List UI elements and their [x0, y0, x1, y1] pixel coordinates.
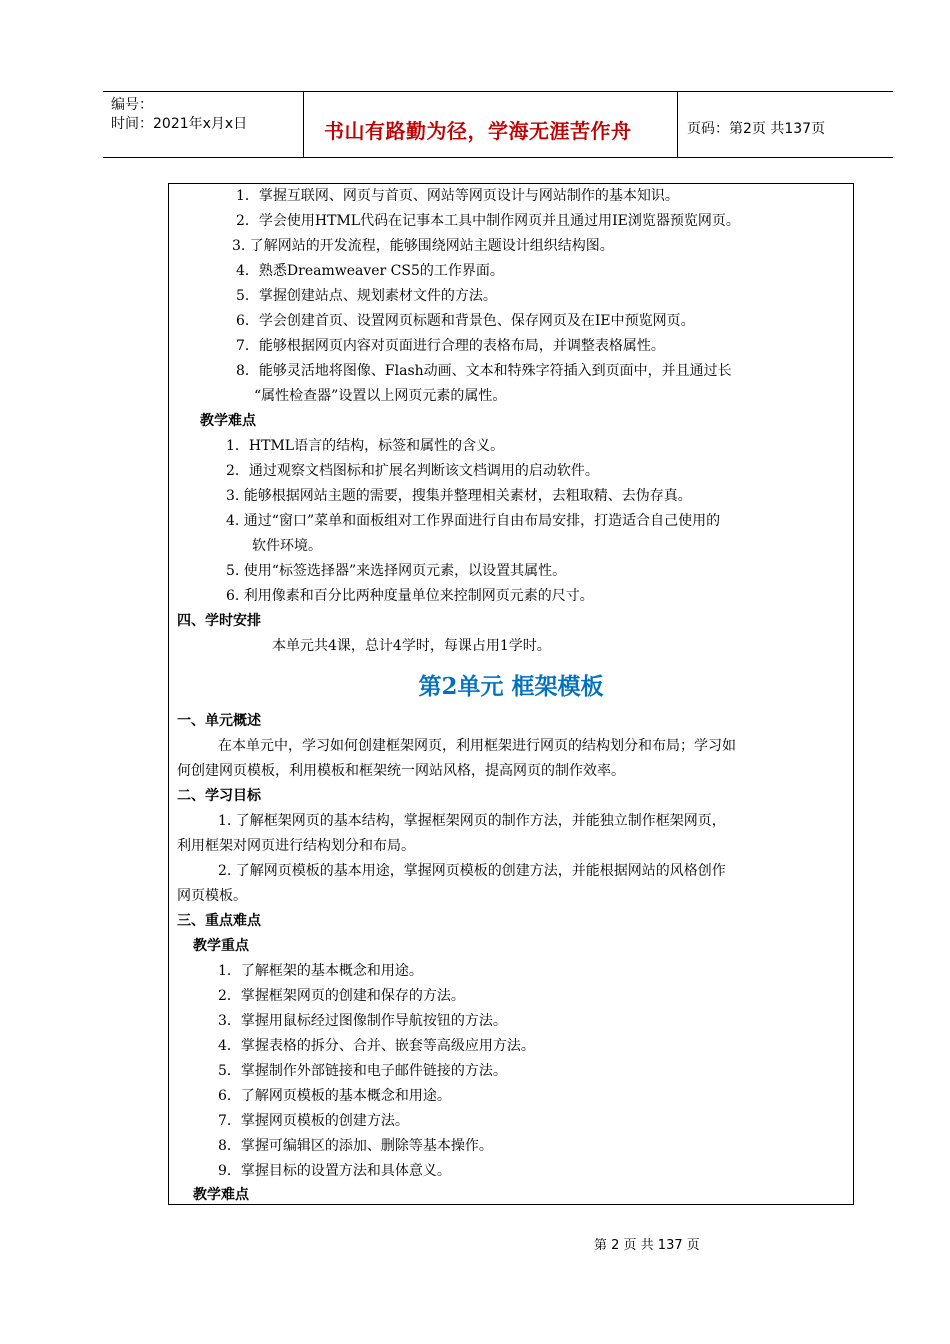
u2-key-line: 9．掌握目标的设置方法和具体意义。 [218, 1163, 451, 1179]
objective-line: 3. 了解网站的开发流程，能够围绕网站主题设计组织结构图。 [232, 238, 614, 254]
u2-overview-line: 何创建网页模板，利用模板和框架统一网站风格，提高网页的制作效率。 [177, 763, 625, 779]
header-top-rule [103, 91, 893, 92]
objective-line: 6．学会创建首页、设置网页标题和背景色、保存网页及在IE中预览网页。 [236, 313, 695, 329]
difficulty-line: 2．通过观察文档图标和扩展名判断该文档调用的启动软件。 [226, 463, 599, 479]
u2-key-line: 8．掌握可编辑区的添加、删除等基本操作。 [218, 1138, 493, 1154]
header-divider-1 [303, 91, 304, 158]
serial-label: 编号： [111, 97, 153, 113]
u2-difficulty-subtitle: 教学难点 [193, 1187, 249, 1203]
section4-text: 本单元共4课，总计4学时，每课占用1学时。 [272, 638, 551, 654]
unit2-title: 第2单元 框架模板 [418, 673, 604, 700]
u2-overview-line: 在本单元中，学习如何创建框架网页，利用框架进行网页的结构划分和布局；学习如 [218, 738, 736, 754]
objective-line: 4．熟悉Dreamweaver CS5的工作界面。 [236, 263, 504, 279]
u2-key-line: 6．了解网页模板的基本概念和用途。 [218, 1088, 451, 1104]
difficulty-line: 3. 能够根据网站主题的需要，搜集并整理相关素材，去粗取精、去伪存真。 [226, 488, 692, 504]
header-bottom-rule [103, 157, 893, 158]
difficulty-line: 1．HTML语言的结构，标签和属性的含义。 [226, 438, 505, 454]
u2-keypoints-title: 三、重点难点 [177, 913, 261, 929]
u2-key-line: 5．掌握制作外部链接和电子邮件链接的方法。 [218, 1063, 507, 1079]
motto: 书山有路勤为径，学海无涯苦作舟 [324, 119, 632, 143]
objective-line: 5．掌握创建站点、规划素材文件的方法。 [236, 288, 497, 304]
difficulty-line: 5. 使用“标签选择器”来选择网页元素，以设置其属性。 [226, 563, 567, 579]
objective-line: “属性检查器”设置以上网页元素的属性。 [254, 388, 507, 404]
u2-objective-line: 利用框架对网页进行结构划分和布局。 [177, 838, 415, 854]
objective-line: 7．能够根据网页内容对页面进行合理的表格布局，并调整表格属性。 [236, 338, 665, 354]
page-info: 页码：第2页 共137页 [687, 121, 826, 137]
u2-key-line: 2．掌握框架网页的创建和保存的方法。 [218, 988, 465, 1004]
section4-title: 四、学时安排 [177, 613, 261, 629]
difficulty-title: 教学难点 [200, 413, 256, 429]
u2-objective-line: 1. 了解框架网页的基本结构，掌握框架网页的制作方法，并能独立制作框架网页， [218, 813, 726, 829]
u2-overview-title: 一、单元概述 [177, 713, 261, 729]
u2-objectives-title: 二、学习目标 [177, 788, 261, 804]
header-divider-2 [677, 91, 678, 158]
time-label: 时间：2021年x月x日 [111, 116, 248, 132]
u2-key-subtitle: 教学重点 [193, 938, 249, 954]
page-footer: 第 2 页 共 137 页 [594, 1238, 700, 1253]
u2-key-line: 7．掌握网页模板的创建方法。 [218, 1113, 409, 1129]
difficulty-line: 6. 利用像素和百分比两种度量单位来控制网页元素的尺寸。 [226, 588, 594, 604]
difficulty-line: 4. 通过“窗口”菜单和面板组对工作界面进行自由布局安排，打造适合自己使用的 [226, 513, 721, 529]
u2-objective-line: 网页模板。 [177, 888, 247, 904]
objective-line: 1．掌握互联网、网页与首页、网站等网页设计与网站制作的基本知识。 [236, 188, 679, 204]
objective-line: 8．能够灵活地将图像、Flash动画、文本和特殊字符插入到页面中，并且通过长 [236, 363, 732, 379]
u2-key-line: 4．掌握表格的拆分、合并、嵌套等高级应用方法。 [218, 1038, 535, 1054]
u2-key-line: 1．了解框架的基本概念和用途。 [218, 963, 423, 979]
difficulty-line: 软件环境。 [252, 538, 322, 554]
u2-key-line: 3．掌握用鼠标经过图像制作导航按钮的方法。 [218, 1013, 507, 1029]
u2-objective-line: 2. 了解网页模板的基本用途，掌握网页模板的创建方法，并能根据网站的风格创作 [218, 863, 726, 879]
objective-line: 2．学会使用HTML代码在记事本工具中制作网页并且通过用IE浏览器预览网页。 [236, 213, 740, 229]
